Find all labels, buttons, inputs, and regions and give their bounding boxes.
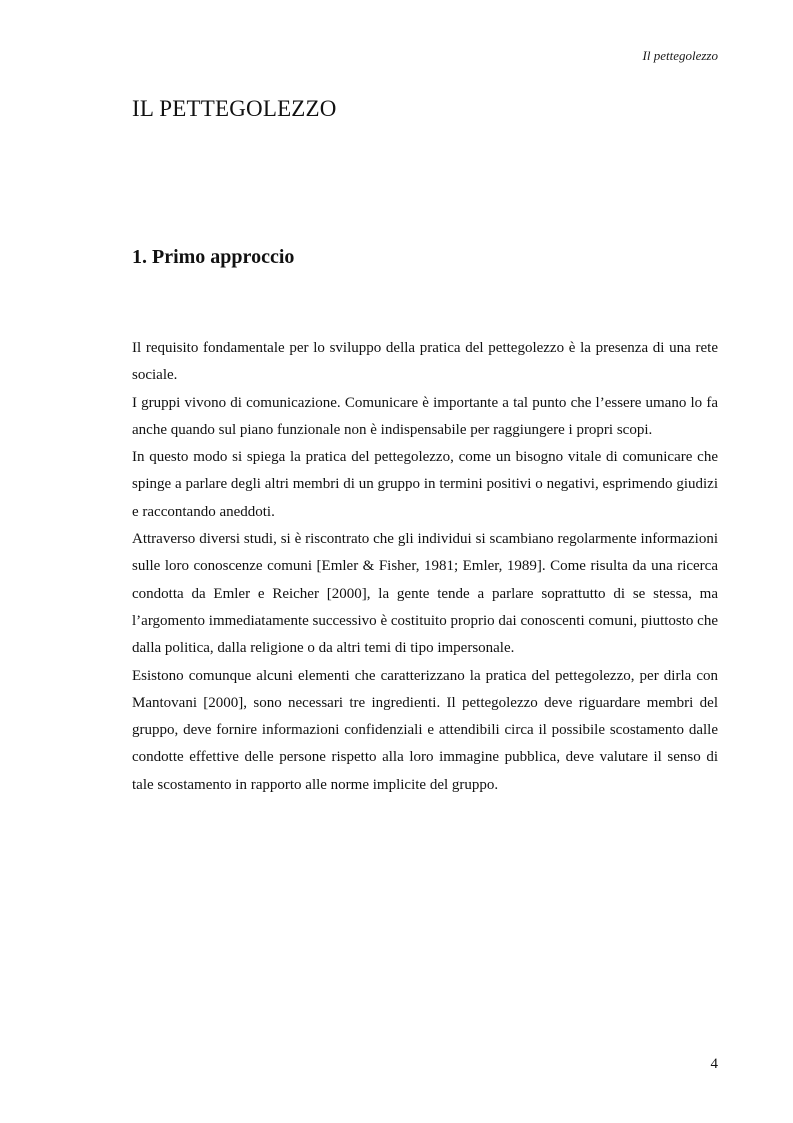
paragraph: Il requisito fondamentale per lo sviluppo della pratica del pettegolezzo è la presenza di una rete sociale. [132,340,718,384]
chapter-title: IL PETTEGOLEZZO [132,96,337,121]
page-number: 4 [710,1056,718,1072]
paragraph: I gruppi vivono di comunicazione. Comunicare è importante a tal punto che l’essere umano lo fa anche quando sul piano funzionale non è indispensabile per raggiungere i propri scopi. [132,394,718,438]
running-header: Il pettegolezzo [642,48,718,63]
paragraph: Esistono comunque alcuni elementi che caratterizzano la pratica del pettegolezzo, per dirla con Mantovani [2000], sono necessari tre ingredienti. Il pettegolezzo deve riguardare membri del gruppo, deve fornire informazioni confidenziali e attendibili circa il possibile scostamento dalle condotte effettive delle persone rispetto alla loro immagine pubblica, deve valutare il senso di tale scostamento in rapporto alle norme implicite del gruppo. [132,667,718,793]
paragraph: Attraverso diversi studi, si è riscontrato che gli individui si scambiano regolarmente informazioni sulle loro conoscenze comuni [Emler & Fisher, 1981; Emler, 1989]. Come risulta da una ricerca condotta da Emler e Reicher [2000], la gente tende a parlare soprattutto di se stessa, ma l’argomento immediatamente successivo è costituito proprio dai conoscenti comuni, piuttosto che dalla politica, dalla religione o da altri temi di tipo impersonale. [132,531,718,657]
paragraph: In questo modo si spiega la pratica del pettegolezzo, come un bisogno vitale di comunicare che spinge a parlare degli altri membri di un gruppo in termini positivi o negativi, esprimendo giudizi e raccontando aneddoti. [132,449,718,520]
body-text [132,335,718,799]
section-title: 1. Primo approccio [132,246,295,268]
